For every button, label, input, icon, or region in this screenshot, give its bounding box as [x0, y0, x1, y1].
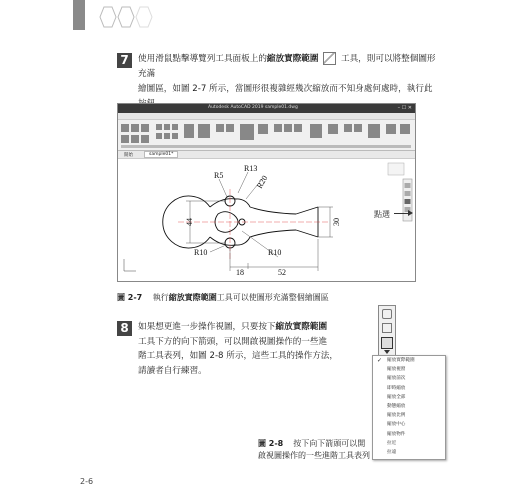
figure-2-8-line1 — [258, 438, 398, 450]
dim-r10-right: R10 — [268, 248, 282, 257]
caption-line2: 啟視圖操作的一些進階工具表列 — [258, 451, 370, 460]
file-tabs[interactable] — [118, 151, 415, 159]
checkmark-icon: ✓ — [377, 357, 383, 364]
dim-18: 18 — [236, 268, 244, 277]
dim-30: 30 — [332, 218, 341, 226]
menu-item-zoom-previous[interactable] — [373, 374, 445, 383]
step8-line3: 階工具表列，如圖 2-8 所示，這些工具的操作方法， — [138, 351, 338, 361]
step-number-7: 7 — [117, 53, 132, 68]
menu-item-label: 即時縮放 — [387, 385, 406, 391]
chapter-tab — [73, 0, 85, 30]
dim-44: 44 — [185, 218, 194, 226]
tab-file[interactable]: sample01* — [144, 151, 178, 158]
menu-item-zoom-extents[interactable] — [373, 356, 445, 365]
caption-tool: 縮放實際範圍 — [168, 293, 217, 302]
drawing-area[interactable] — [118, 159, 415, 280]
menu-item-label: 縮放物件 — [387, 431, 406, 437]
navigation-bar[interactable] — [378, 305, 396, 362]
menu-item-label: 縮放中心 — [387, 422, 406, 428]
menu-item-label: 拉近 — [387, 440, 397, 446]
dim-52: 52 — [278, 268, 286, 277]
menu-item-zoom-realtime[interactable] — [373, 384, 445, 393]
dim-r13: R13 — [244, 164, 258, 173]
menu-item-label: 動態縮放 — [387, 403, 406, 409]
menu-item-label: 縮放比例 — [387, 413, 406, 419]
menu-item-zoom-all[interactable] — [373, 393, 445, 402]
dim-r5: R5 — [214, 171, 224, 180]
step8-tool-name: 縮放實際範圍 — [275, 322, 328, 332]
menu-item-zoom-center[interactable] — [373, 420, 445, 429]
zoom-extents-button[interactable] — [381, 337, 393, 349]
caption-text-b: 工具可以使圖形充滿整個繪圖區 — [216, 293, 329, 302]
figure-2-8-label: 圖 2-8 — [258, 439, 284, 448]
pan-icon[interactable] — [382, 323, 392, 333]
figure-2-8-caption — [258, 438, 398, 462]
menu-item-label: 拉遠 — [387, 449, 397, 455]
step7-text: 使用滑鼠點擊導覽列工具面板上的 — [138, 54, 267, 64]
step8-text: 如果想更進一步操作視圖，只要按下 — [138, 322, 276, 332]
menu-item-zoom-window[interactable] — [373, 365, 445, 374]
autocad-screenshot — [117, 103, 416, 282]
menu-item-label: 縮放前次 — [387, 376, 406, 382]
zoom-extents-tool-name: 縮放實際範圍 — [266, 54, 319, 64]
callout-arrow-line — [394, 213, 408, 214]
step8-paragraph — [138, 320, 368, 378]
zoom-extents-icon — [323, 52, 336, 65]
step8-line2: 工具下方的向下箭頭，可以開啟視圖操作的一些進 — [138, 336, 328, 347]
menu-item-label: 縮放全部 — [387, 394, 406, 400]
caption-line1: 按下向下箭頭可以開 — [293, 439, 366, 448]
menu-item-zoom-scale[interactable] — [373, 411, 445, 420]
step8-line4: 請讀者自行練習。 — [138, 365, 207, 376]
callout-arrow-icon — [408, 210, 413, 216]
step7-line1 — [138, 52, 438, 82]
menu-item-label: 縮放實際範圍 — [387, 358, 415, 363]
caption-text: 執行 — [152, 293, 169, 302]
menu-item-zoom-dynamic[interactable] — [373, 402, 445, 411]
figure-2-7-caption — [117, 292, 329, 303]
step7-text-b: 工具，則可以將整個圖形充滿 — [138, 54, 436, 79]
dim-r20: R20 — [254, 173, 270, 190]
click-callout: 點選 — [374, 210, 390, 219]
dropdown-arrow-icon[interactable] — [384, 350, 390, 354]
dim-r10-left: R10 — [194, 248, 208, 257]
window-controls[interactable]: – ☐ ✕ — [397, 105, 412, 111]
step8-line1 — [138, 320, 368, 335]
page-number: 2-6 — [80, 477, 94, 486]
step-number-8: 8 — [117, 321, 132, 336]
hexagon-decoration — [96, 6, 156, 28]
menu-item-label: 縮放視窗 — [387, 367, 406, 373]
step7-line2: 繪圖區，如圖 2-7 所示，當圖形很複雜經幾次縮放而不知身處何處時，執行此 — [138, 84, 433, 94]
title-bar — [118, 104, 415, 113]
window-title: Autodesk AutoCAD 2019 sample01.dwg — [208, 105, 298, 110]
ribbon-panel[interactable] — [118, 120, 415, 151]
steering-wheel-icon[interactable] — [382, 309, 392, 319]
figure-2-7-label: 圖 2-7 — [117, 293, 143, 302]
tab-start[interactable]: 開始 — [124, 153, 133, 158]
ribbon-tabs[interactable] — [118, 113, 415, 120]
